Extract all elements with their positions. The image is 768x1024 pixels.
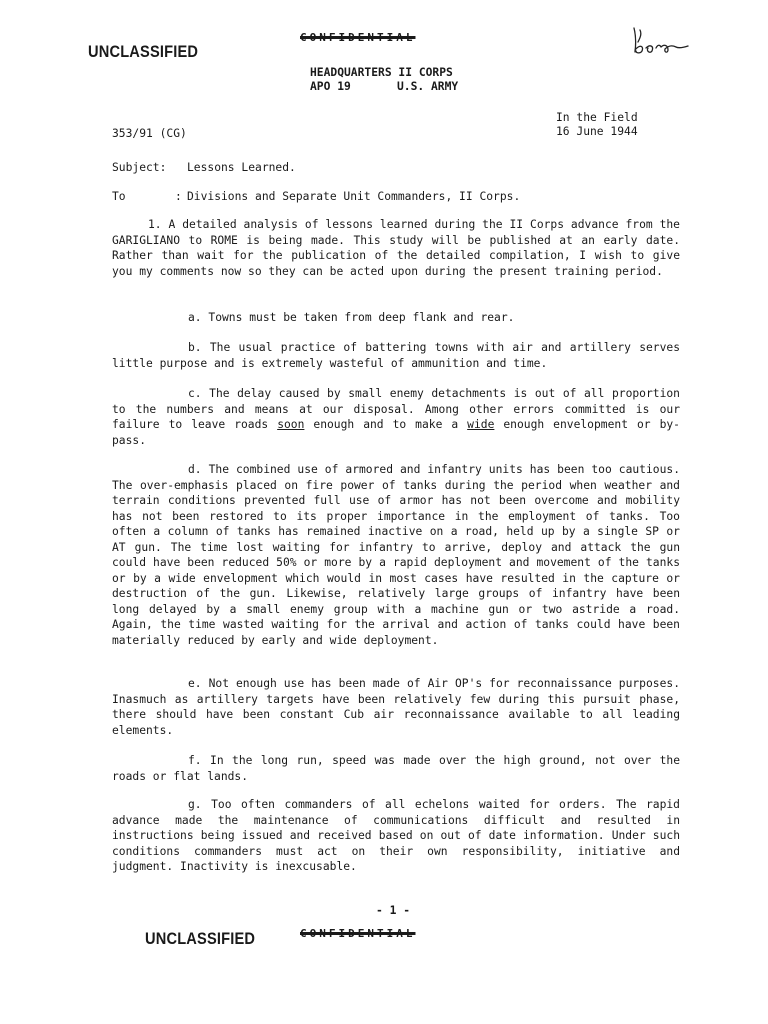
emphasis-soon: soon bbox=[277, 418, 305, 431]
file-reference: 353/91 (CG) bbox=[112, 127, 187, 140]
to-colon: : bbox=[175, 190, 182, 203]
date: 16 June 1944 bbox=[556, 125, 638, 138]
paragraph-c-text-mid: enough and to make a bbox=[304, 418, 468, 431]
paragraph-1: 1. A detailed analysis of lessons learned during the II Corps advance from the GARIGLIANO to ROME is being made. This study will be published at an early date. Rather than wait for the publication of the detailed compilation, I wish to give you my comments now so they can be acted upon during the present training period. bbox=[112, 218, 680, 278]
paragraph-a: a. Towns must be taken from deep flank and rear. bbox=[188, 311, 515, 324]
handwritten-initials bbox=[628, 20, 708, 60]
emphasis-wide: wide bbox=[467, 418, 495, 431]
paragraph-c-text: c. The delay caused by small enemy detachments is out of all proportion to the numbers and means at our disposal. Among other errors committed is our failure to leave roads bbox=[112, 387, 680, 431]
letterhead-apo: APO 19 bbox=[310, 80, 351, 93]
paragraph-g: g. Too often commanders of all echelons waited for orders. The rapid advance made the maintenance of communications difficult and resulted in instructions being issued and received based on out of date information. Under such conditions commanders must act on their own responsibility, initiative and judgment. Inactivity is inexcusable. bbox=[112, 798, 680, 873]
classification-bottom: UNCLASSIFIED bbox=[145, 929, 256, 948]
subject-value: Lessons Learned. bbox=[187, 161, 296, 174]
paragraph-d: d. The combined use of armored and infantry units has been too cautious. The over-emphasis placed on fire power of tanks during the period when weather and terrain conditions prevented full use of armor has not been overcome and mobility has not been restored to its proper importance in the employment of tanks. Too often a column of tanks has remained inactive on a road, held up by a single SP or AT gun. The time lost waiting for infantry to arrive, deploy and attack the gun could have been reduced 50% or more by a rapid deployment and movement of the tanks or by a wide envelopment which would in most cases have resulted in the capture or destruction of the gun. Likewise, relatively large groups of infantry have been long delayed by a small enemy group with a machine gun or two astride a road. Again, the time wasted waiting for the arrival and action of tanks could have been materially reduced by early and wide deployment. bbox=[112, 463, 680, 647]
paragraph-c bbox=[112, 386, 680, 448]
struck-classification-bottom: CONFIDENTIAL bbox=[300, 927, 416, 940]
paragraph-c-text-end: enough envelopment or by-pass. bbox=[112, 418, 680, 447]
place: In the Field bbox=[556, 111, 638, 124]
subject-label: Subject: bbox=[112, 161, 167, 174]
to-value: Divisions and Separate Unit Commanders, II Corps. bbox=[187, 190, 521, 203]
page-number: - 1 - bbox=[376, 904, 411, 917]
struck-classification-top: CONFIDENTIAL bbox=[300, 31, 416, 44]
classification-top: UNCLASSIFIED bbox=[88, 42, 199, 61]
paragraph-f: f. In the long run, speed was made over the high ground, not over the roads or flat lands. bbox=[112, 754, 680, 783]
paragraph-b: b. The usual practice of battering towns with air and artillery serves little purpose and is extremely wasteful of ammunition and time. bbox=[112, 341, 680, 370]
paragraph-e: e. Not enough use has been made of Air OP's for reconnaissance purposes. Inasmuch as artillery targets have been relatively few during this pursuit phase, there should have been constant Cub air reconnaissance available to all leading elements. bbox=[112, 677, 680, 737]
to-label: To bbox=[112, 190, 126, 203]
letterhead-title: HEADQUARTERS II CORPS bbox=[310, 66, 453, 79]
letterhead-army: U.S. ARMY bbox=[397, 80, 459, 93]
